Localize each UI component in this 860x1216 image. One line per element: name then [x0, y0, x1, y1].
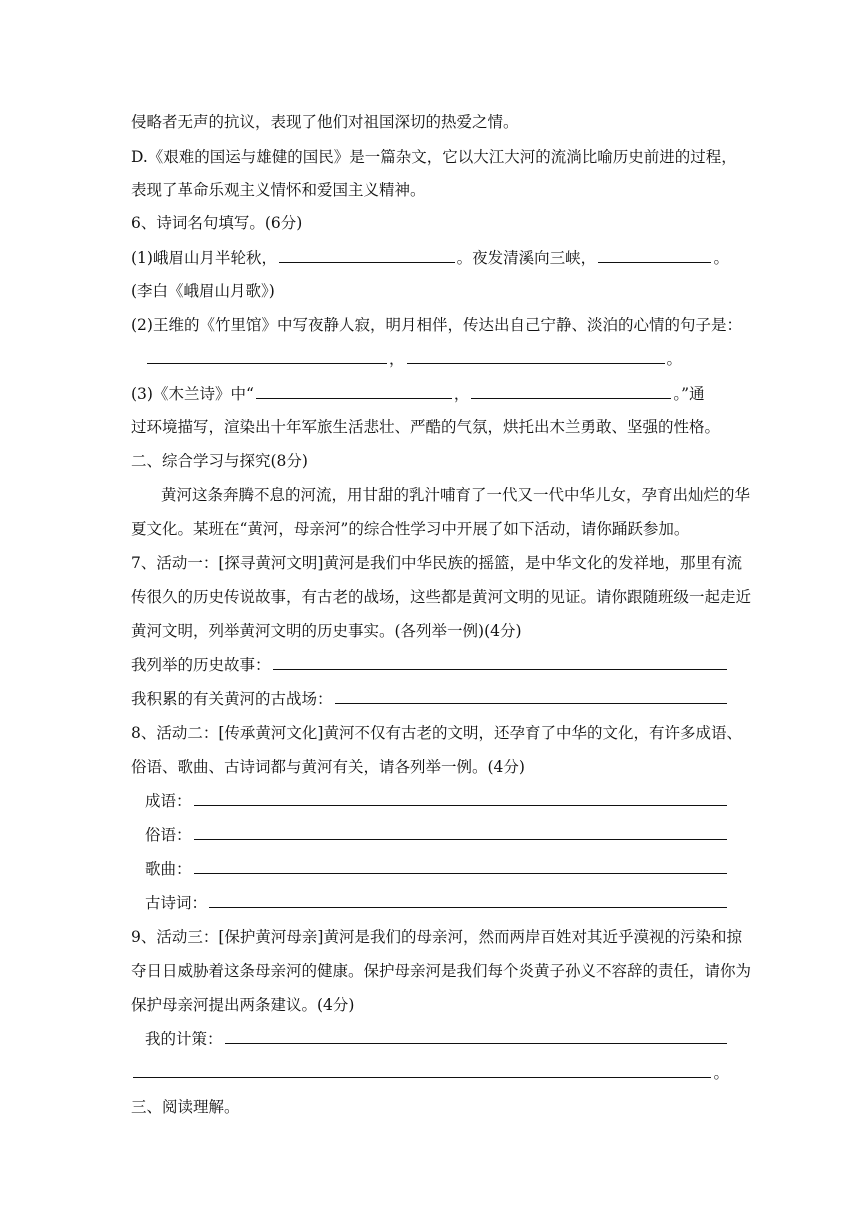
answer-blank[interactable] [209, 892, 727, 908]
text-line [131, 416, 729, 438]
field-label: 成语： [145, 792, 192, 810]
paragraph-text: 侵略者无声的抗议，表现了他们对祖国深切的热爱之情。 [131, 113, 519, 131]
punctuation: 。 [666, 350, 683, 368]
answer-blank[interactable] [598, 247, 711, 263]
question-6-title [131, 212, 729, 234]
paragraph-text: 表现了革命乐观主义情怀和爱国主义精神。 [131, 181, 426, 199]
question-7 [131, 552, 742, 574]
question-text: 7、活动一：[探寻黄河文明]黄河是我们中华民族的摇篮，是中华文化的发祥地，那里有流 [131, 554, 742, 572]
text-line [131, 586, 752, 608]
question-8 [131, 722, 742, 744]
q8-poem-row [131, 892, 729, 914]
q8-idiom-row [131, 790, 729, 812]
answer-blank[interactable] [225, 1028, 727, 1044]
question-text: 过环境描写，渲染出十年军旅生活悲壮、严酷的气氛，烘托出木兰勇敢、坚强的性格。 [131, 418, 721, 436]
text-line [131, 518, 729, 540]
poem-prompt: 。夜发清溪向三峡， [456, 249, 597, 267]
question-text: 黄河文明，列举黄河文明的历史事实。(各列举一例)(4分) [131, 622, 522, 640]
poem-source: (李白《峨眉山月歌》) [131, 282, 275, 300]
q7-story-row [131, 654, 729, 676]
question-text: 俗语、歌曲、古诗词都与黄河有关，请各列举一例。(4分) [131, 758, 525, 776]
intro-text: 夏文化。某班在“黄河，母亲河”的综合性学习中开展了如下活动，请你踊跃参加。 [131, 520, 690, 538]
q9-plan-row-2 [131, 1062, 729, 1084]
q8-saying-row [131, 824, 729, 846]
section-heading: 二、综合学习与探究(8分) [131, 452, 308, 470]
answer-blank[interactable] [407, 348, 665, 364]
intro-text: 黄河这条奔腾不息的河流，用甘甜的乳汁哺育了一代又一代中华儿女，孕育出灿烂的华 [161, 486, 751, 504]
text-line [131, 960, 752, 982]
field-label: 我积累的有关黄河的古战场： [131, 690, 333, 708]
question-text: 9、活动三：[保护黄河母亲]黄河是我们的母亲河，然而两岸百姓对其近乎漠视的污染和掠 [131, 928, 742, 946]
field-label: 我的计策： [145, 1030, 223, 1048]
question-9 [131, 926, 742, 948]
field-label: 古诗词： [145, 894, 208, 912]
answer-blank[interactable] [335, 688, 727, 704]
poem-prompt: (1)峨眉山月半轮秋， [131, 249, 277, 267]
answer-blank[interactable] [194, 858, 727, 874]
question-text: 8、活动二：[传承黄河文化]黄河不仅有古老的文明，还孕育了中华的文化，有许多成语、 [131, 724, 742, 742]
question-6-2 [131, 314, 742, 336]
question-text: 保护母亲河提出两条建议。(4分) [131, 996, 355, 1014]
punctuation: ， [453, 385, 470, 403]
question-6-3 [131, 383, 729, 405]
section-3-heading [131, 1096, 729, 1118]
option-d-text: D.《艰难的国运与雄健的国民》是一篇杂文，它以大江大河的流淌比喻历史前进的过程， [131, 148, 737, 166]
text-line [131, 280, 729, 302]
question-6-2-blanks [131, 348, 729, 370]
text-line [131, 756, 729, 778]
answer-blank[interactable] [256, 383, 452, 399]
punctuation: 。 [713, 249, 729, 267]
punctuation: 。 [713, 1064, 729, 1082]
field-label: 歌曲： [145, 860, 192, 878]
question-text: 传很久的历史传说故事，有古老的战场，这些都是黄河文明的见证。请你跟随班级一起走近 [131, 588, 752, 606]
answer-blank[interactable] [273, 654, 727, 670]
question-text: (3)《木兰诗》中“ [131, 385, 254, 403]
punctuation: ， [389, 350, 405, 368]
section-2-heading [131, 450, 729, 472]
field-label: 俗语： [145, 826, 192, 844]
q7-battle-row [131, 688, 729, 710]
punctuation: 。”通 [673, 385, 705, 403]
question-text: 夺日日威胁着这条母亲河的健康。保护母亲河是我们每个炎黄子孙义不容辞的责任，请你为 [131, 962, 752, 980]
question-6-1 [131, 247, 729, 269]
section-heading: 三、阅读理解。 [131, 1098, 240, 1116]
q9-plan-row [131, 1028, 729, 1050]
answer-blank[interactable] [194, 790, 727, 806]
answer-blank[interactable] [194, 824, 727, 840]
text-line [131, 179, 729, 201]
answer-blank[interactable] [133, 1062, 711, 1078]
answer-blank[interactable] [147, 348, 387, 364]
question-title: 6、诗词名句填写。(6分) [131, 214, 303, 232]
q8-song-row [131, 858, 729, 880]
answer-blank[interactable] [471, 383, 671, 399]
text-line [131, 146, 737, 168]
text-line [131, 484, 751, 506]
text-line [131, 111, 729, 133]
field-label: 我列举的历史故事： [131, 656, 271, 674]
question-text: (2)王维的《竹里馆》中写夜静人寂，明月相伴，传达出自己宁静、淡泊的心情的句子是： [131, 316, 742, 334]
answer-blank[interactable] [279, 247, 455, 263]
text-line [131, 994, 729, 1016]
text-line [131, 620, 729, 642]
